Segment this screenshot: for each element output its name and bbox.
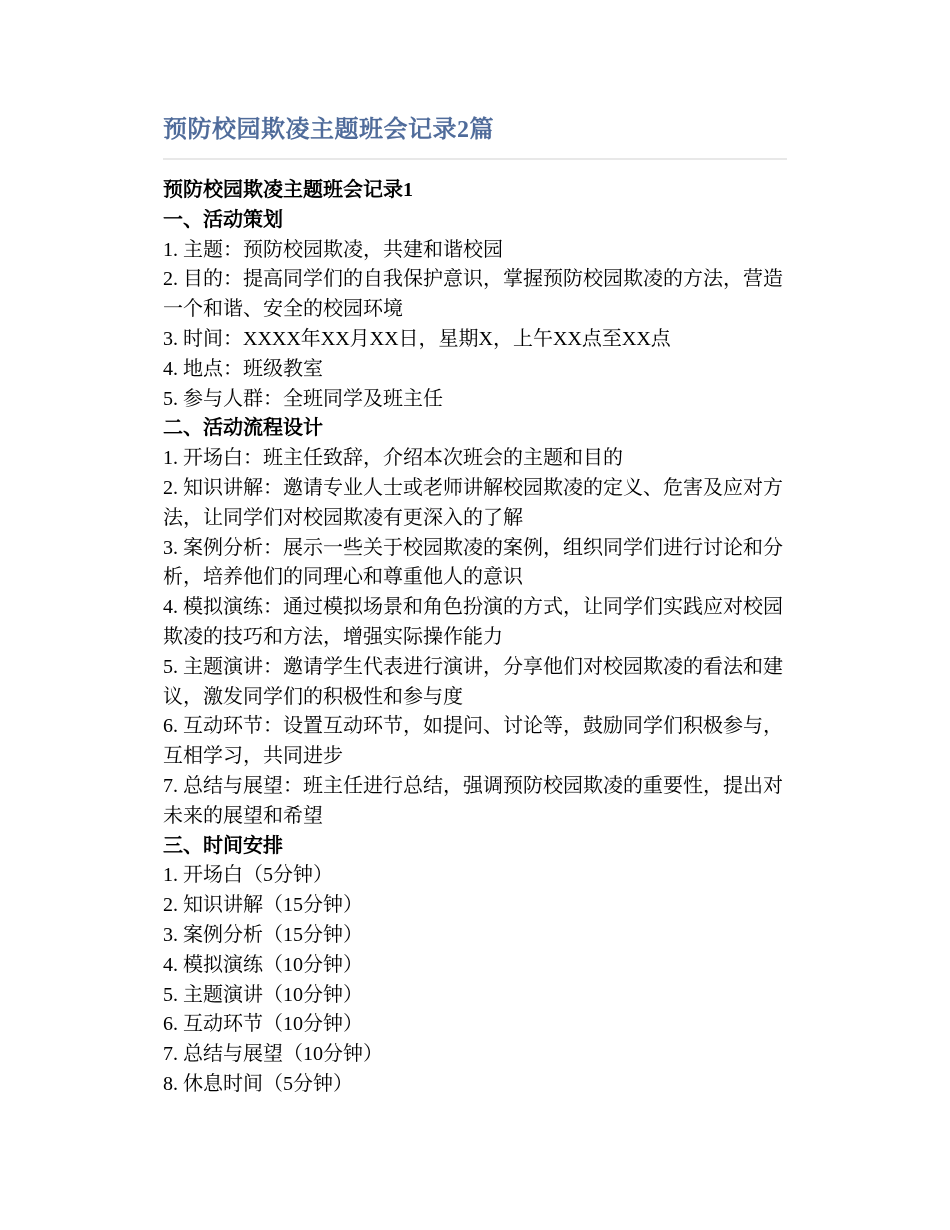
record-title: 预防校园欺凌主题班会记录1 <box>163 179 413 201</box>
planning-item-time: 3. 时间：XXXX年XX月XX日，星期X，上午XX点至XX点 <box>163 327 671 350</box>
schedule-item-case-analysis: 3. 案例分析（15分钟） <box>163 923 363 946</box>
document-page <box>163 112 787 1100</box>
schedule-item-opening: 1. 开场白（5分钟） <box>163 864 333 887</box>
planning-item-theme: 1. 主题：预防校园欺凌，共建和谐校园 <box>163 238 503 261</box>
document-title: 预防校园欺凌主题班会记录2篇 <box>163 112 787 160</box>
schedule-item-speech: 5. 主题演讲（10分钟） <box>163 983 363 1006</box>
document-body <box>163 176 787 1100</box>
process-item-speech: 5. 主题演讲：邀请学生代表进行演讲，分享他们对校园欺凌的看法和建议，激发同学们的积极性和参与度 <box>163 655 783 708</box>
process-item-case-analysis: 3. 案例分析：展示一些关于校园欺凌的案例，组织同学们进行讨论和分析，培养他们的同理心和尊重他人的意识 <box>163 536 783 589</box>
schedule-item-interaction: 6. 互动环节（10分钟） <box>163 1013 363 1036</box>
schedule-item-simulation: 4. 模拟演练（10分钟） <box>163 953 363 976</box>
process-item-opening: 1. 开场白：班主任致辞，介绍本次班会的主题和目的 <box>163 447 623 470</box>
process-item-summary: 7. 总结与展望：班主任进行总结，强调预防校园欺凌的重要性，提出对未来的展望和希望 <box>163 774 783 827</box>
process-item-simulation: 4. 模拟演练：通过模拟场景和角色扮演的方式，让同学们实践应对校园欺凌的技巧和方法，增强实际操作能力 <box>163 596 783 648</box>
planning-item-purpose: 2. 目的：提高同学们的自我保护意识，掌握预防校园欺凌的方法，营造一个和谐、安全的校园环境 <box>163 268 783 321</box>
schedule-item-break: 8. 休息时间（5分钟） <box>163 1072 353 1095</box>
process-item-interaction: 6. 互动环节：设置互动环节，如提问、讨论等，鼓励同学们积极参与，互相学习，共同进步 <box>163 715 783 768</box>
schedule-item-summary: 7. 总结与展望（10分钟） <box>163 1043 383 1066</box>
planning-item-location: 4. 地点：班级教室 <box>163 357 323 380</box>
section-heading-planning: 一、活动策划 <box>163 208 283 231</box>
process-item-knowledge: 2. 知识讲解：邀请专业人士或老师讲解校园欺凌的定义、危害及应对方法，让同学们对校园欺凌有更深入的了解 <box>163 476 783 529</box>
section-heading-schedule: 三、时间安排 <box>163 834 283 857</box>
schedule-item-knowledge: 2. 知识讲解（15分钟） <box>163 894 363 917</box>
planning-item-participants: 5. 参与人群：全班同学及班主任 <box>163 387 443 410</box>
section-heading-process: 二、活动流程设计 <box>163 417 323 440</box>
